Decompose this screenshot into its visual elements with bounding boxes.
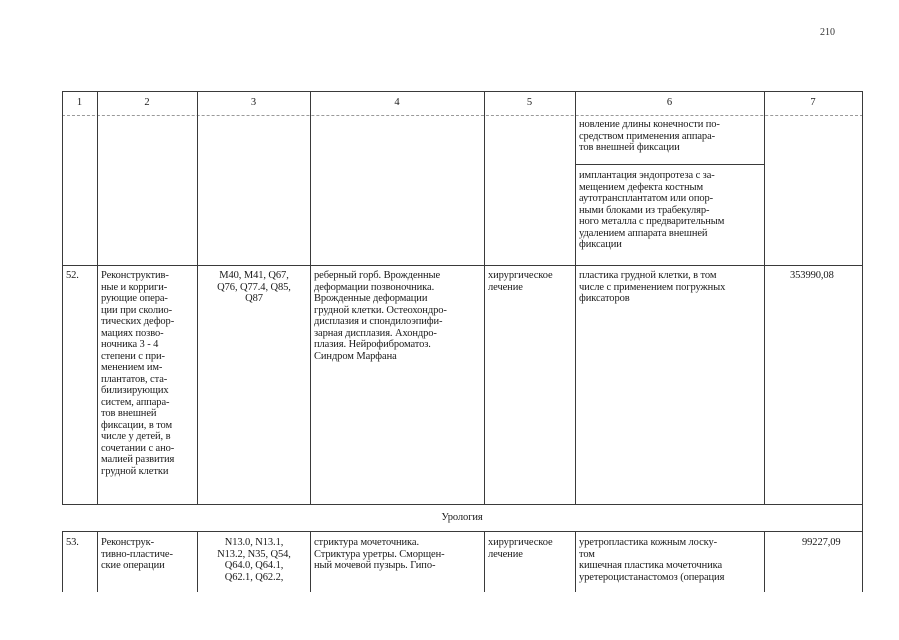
row52-top-border: [62, 265, 863, 266]
row52-name: Реконструктив- ные и корриги- рующие опера- ции при сколио- тических дефор- мациях позво- ночника 3 - 4 степени с при- менением им- плантатов, ста- билизирующих систем, аппара- тов внешней фиксации, в том числе у детей, в сочетании с ано- малией развития грудной клетки: [101, 270, 175, 477]
header-col-4: 4: [394, 97, 400, 108]
vline-left-2: [62, 531, 63, 592]
vline-6-1: [764, 91, 765, 505]
row53-cost: 99227,09: [802, 537, 841, 548]
vline-3-2: [310, 531, 311, 592]
row52-number: 52.: [66, 270, 79, 281]
row53-method: уретропластика кожным лоску- том кишечная пластика мочеточника уретероцистанастомоз (операция: [579, 537, 725, 583]
section-title: Урология: [441, 512, 483, 523]
vline-left-1: [62, 91, 63, 505]
row52-diagnosis: реберный горб. Врожденные деформации позвоночника. Врожденные деформации грудной клетки. Остеохондро- дисплазия и спондилоэпифи- зарная дисплазия. Ахондро- плазия. Нейрофиброматоз. Синдром Марфана: [314, 270, 447, 362]
row53-name: Реконструк- тивно-пластиче- ские операции: [101, 537, 173, 571]
cont-method-part1: новление длины конечности по- средством применения аппара- тов внешней фиксации: [579, 119, 720, 153]
cont-method-part2: имплантация эндопротеза с за- мещением дефекта костным аутотрансплантатом или опор- ными блоками из трабекуляр- ного металла с предварительным удалением аппарата внешней фиксации: [579, 170, 725, 250]
header-col-1: 1: [76, 97, 83, 108]
row52-treatment: хирургическое лечение: [488, 270, 553, 293]
row53-diagnosis: стриктура мочеточника. Стриктура уретры. Сморщен- ный мочевой пузырь. Гипо-: [314, 537, 445, 571]
row52-codes: M40, M41, Q67, Q76, Q77.4, Q85, Q87: [217, 270, 291, 304]
row52-method: пластика грудной клетки, в том числе с применением погружных фиксаторов: [579, 270, 726, 304]
header-col-6: 6: [666, 97, 673, 108]
vline-6-2: [764, 531, 765, 592]
row52-cost: 353990,08: [790, 270, 834, 281]
section-bottom-border: [62, 531, 863, 532]
section-top-border: [62, 504, 863, 505]
vline-1-2: [97, 531, 98, 592]
header-col-7: 7: [810, 97, 816, 108]
row53-codes: N13.0, N13.1, N13.2, N35, Q54, Q64.0, Q64.1, Q62.1, Q62.2,: [217, 537, 291, 583]
vline-1-1: [97, 91, 98, 505]
vline-2-2: [197, 531, 198, 592]
header-col-3: 3: [250, 97, 257, 108]
col6-inner-divider: [575, 164, 764, 165]
vline-3-1: [310, 91, 311, 505]
vline-4-2: [484, 531, 485, 592]
header-col-5: 5: [526, 97, 533, 108]
vline-5-1: [575, 91, 576, 505]
row53-treatment: хирургическое лечение: [488, 537, 553, 560]
row53-number: 53.: [66, 537, 79, 548]
page-number: 210: [820, 27, 835, 38]
vline-5-2: [575, 531, 576, 592]
vline-right: [862, 91, 863, 592]
header-bottom-dashed: [62, 115, 863, 116]
header-col-2: 2: [144, 97, 150, 108]
vline-2-1: [197, 91, 198, 505]
vline-4-1: [484, 91, 485, 505]
table-top-border: [62, 91, 863, 92]
